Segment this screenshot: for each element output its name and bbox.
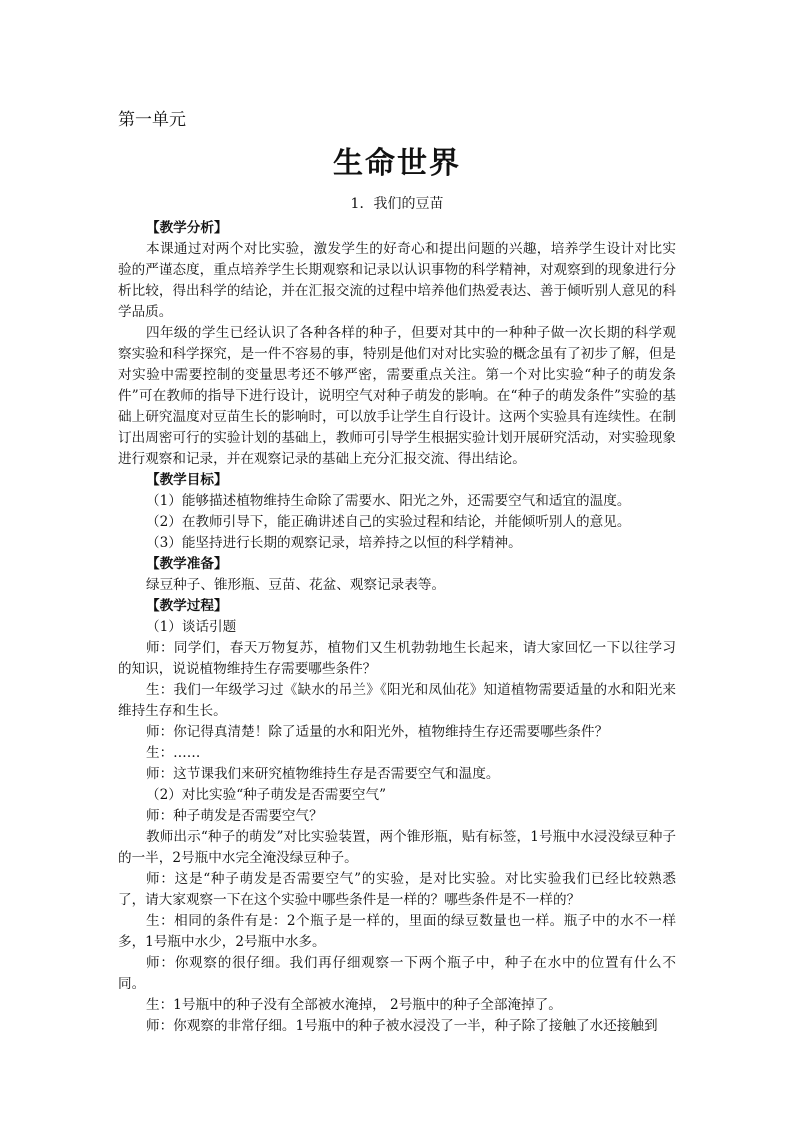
- dialogue-line: 师：这是“种子萌发是否需要空气”的实验，是对比实验。对比实验我们已经比较熟悉了，请大家观察一下在这个实验中哪些条件是一样的？哪些条件是不一样的？: [118, 871, 676, 908]
- section-heading: 【教学分析】: [146, 220, 228, 236]
- subsection-heading: （2）对比实验“种子萌发是否需要空气”: [146, 787, 387, 803]
- list-item: （3）能坚持进行长期的观察记录，培养持之以恒的科学精神。: [146, 535, 522, 551]
- document-body: [118, 218, 676, 1037]
- subsection-heading: （1）谈话引题: [146, 619, 237, 635]
- dialogue-line: 生：相同的条件有是：2个瓶子是一样的，里面的绿豆数量也一样。瓶子中的水不一样多，1号瓶中水少，2号瓶中水多。: [118, 913, 676, 950]
- page-title: 生命世界: [333, 146, 461, 181]
- dialogue-line: 师：你记得真清楚！除了适量的水和阳光外，植物维持生存还需要哪些条件？: [146, 724, 609, 740]
- list-item: （1）能够描述植物维持生命除了需要水、阳光之外，还需要空气和适宜的温度。: [146, 493, 631, 509]
- dialogue-line: 生：……: [146, 745, 201, 761]
- section-heading: 【教学目标】: [146, 472, 228, 488]
- dialogue-line: 生：1号瓶中的种子没有全部被水淹掉， 2号瓶中的种子全部淹掉了。: [146, 997, 562, 1013]
- unit-heading: 第一单元: [118, 110, 186, 130]
- paragraph: 四年级的学生已经认识了各种各样的种子，但要对其中的一种种子做一次长期的科学观察实验和科学探究，是一件不容易的事，特别是他们对对比实验的概念虽有了初步了解，但是对实验中需要控制的变量思考还不够严密，需要重点关注。第一个对比实验“种子的萌发条件”可在教师的指导下进行设计，说明空气对种子萌发的影响。在“种子的萌发条件”实验的基础上研究温度对豆苗生长的影响时，可以放手让学生自行设计。这两个实验具有连续性。在制订出周密可行的实验计划的基础上，教师可引导学生根据实验计划开展研究活动，对实验现象进行观察和记录，并在观察记录的基础上充分汇报交流、得出结论。: [118, 325, 676, 467]
- paragraph: 教师出示“种子的萌发”对比实验装置，两个锥形瓶，贴有标签，1号瓶中水浸没绿豆种子的一半，2号瓶中水完全淹没绿豆种子。: [118, 829, 676, 866]
- section-heading: 【教学过程】: [146, 598, 228, 614]
- dialogue-line: 师：种子萌发是否需要空气？: [146, 808, 323, 824]
- lesson-subtitle: 1．我们的豆苗: [350, 196, 444, 212]
- dialogue-line: 师：你观察的很仔细。我们再仔细观察一下两个瓶子中，种子在水中的位置有什么不同。: [118, 955, 676, 992]
- list-item: （2）在教师引导下，能正确讲述自己的实验过程和结论，并能倾听别人的意见。: [146, 514, 631, 530]
- dialogue-line: 师：你观察的非常仔细。1号瓶中的种子被水浸没了一半，种子除了接触了水还接触到: [146, 1018, 658, 1034]
- dialogue-line: 师：同学们，春天万物复苏，植物们又生机勃勃地生长起来，请大家回忆一下以往学习的知识，说说植物维持生存需要哪些条件？: [118, 640, 676, 677]
- paragraph: 本课通过对两个对比实验，激发学生的好奇心和提出问题的兴趣，培养学生设计对比实验的严谨态度，重点培养学生长期观察和记录以认识事物的科学精神，对观察到的现象进行分析比较，得出科学的结论，并在汇报交流的过程中培养他们热爱表达、善于倾听别人意见的科学品质。: [118, 241, 676, 320]
- dialogue-line: 生：我们一年级学习过《缺水的吊兰》《阳光和凤仙花》知道植物需要适量的水和阳光来维持生存和生长。: [118, 682, 676, 719]
- dialogue-line: 师：这节课我们来研究植物维持生存是否需要空气和温度。: [146, 766, 500, 782]
- paragraph: 绿豆种子、锥形瓶、豆苗、花盆、观察记录表等。: [146, 577, 446, 593]
- section-heading: 【教学准备】: [146, 556, 228, 572]
